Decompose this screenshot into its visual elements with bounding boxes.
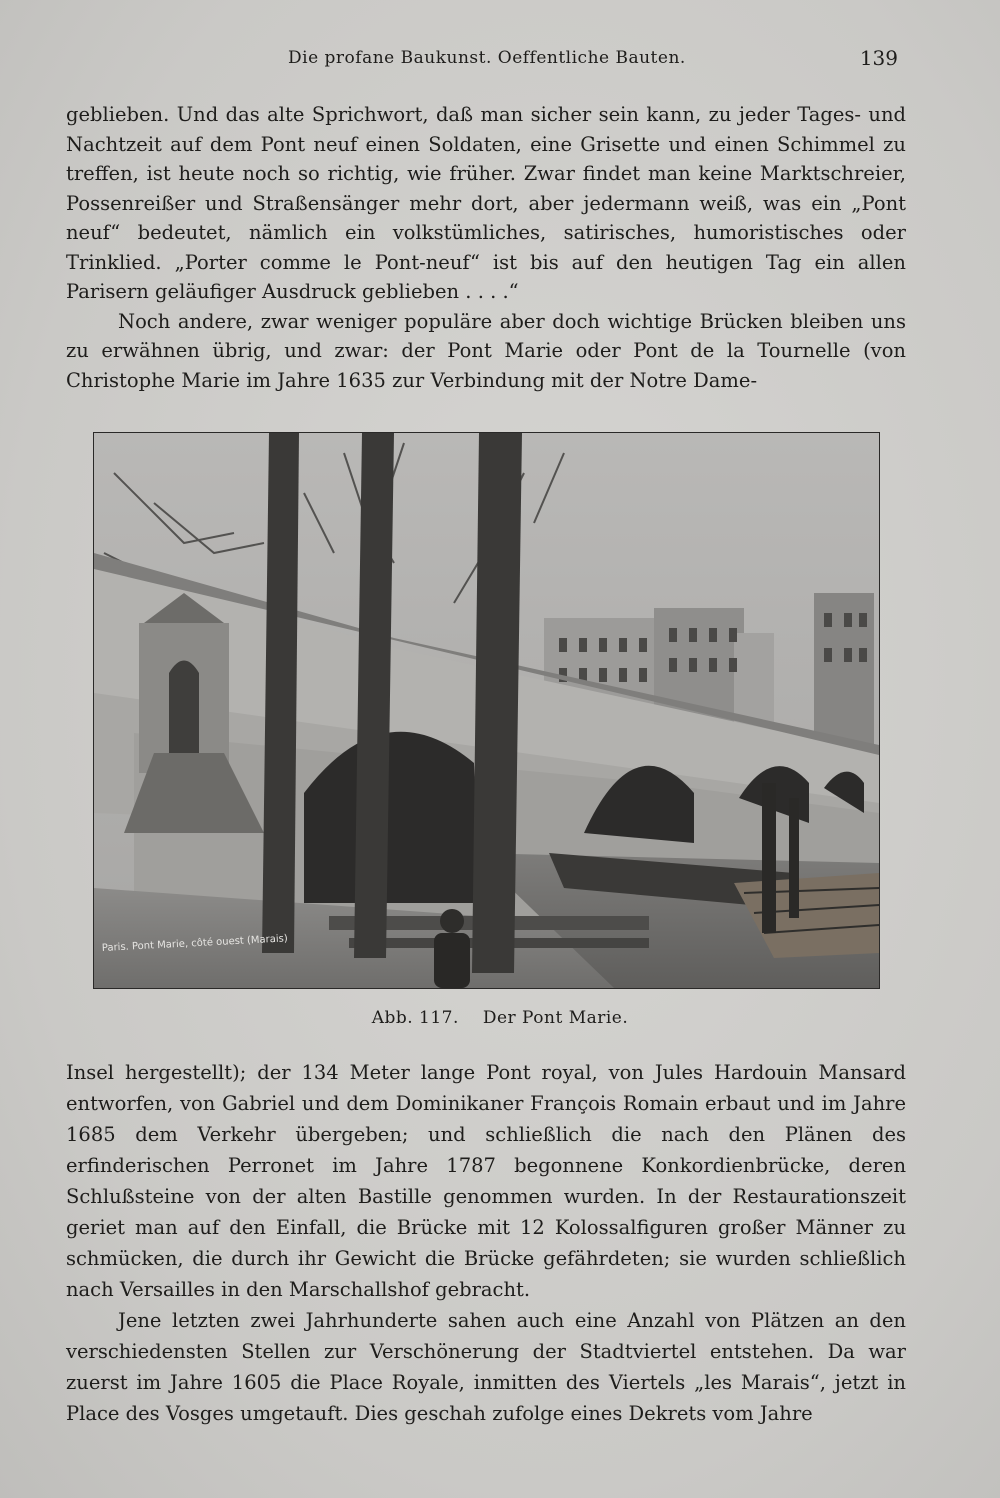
page-number: 139 bbox=[859, 46, 898, 70]
paragraph: Jene letzten zwei Jahrhunderte sahen auch eine Anzahl von Plätzen an den verschiedensten Stellen zur Verschönerung der Stadtviertel entstehen. Da war zuerst im Jahre 1605 die Place Royale, inmitten des Viertels „les Marais“, jetzt in Place des Vosges umgetauft. Dies geschah zufolge eines Dekrets vom Jahre bbox=[66, 1309, 906, 1425]
photo-inscription: Paris. Pont Marie, côté ouest (Marais) bbox=[101, 933, 289, 954]
paragraph: Insel hergestellt); der 134 Meter lange Pont royal, von Jules Hardouin Mansard entworfen, von Gabriel und dem Dominikaner François Romain erbaut und im Jahre 1685 dem Verkehr übergeben; und schließlich die nach den Plänen des erfinderischen Perronet im Jahre 1787 begonnene Konkordienbrücke, deren Schlußsteine von der alten Bastille genommen wurden. In der Restaurationszeit geriet man auf den Einfall, die Brücke mit 12 Kolossalfiguren großer Männer zu schmücken, die durch ihr Gewicht die Brücke gefährdeten; sie wurden schließlich nach Versailles in den Marschallshof gebracht. bbox=[66, 1061, 906, 1301]
paragraph: geblieben. Und das alte Sprichwort, daß man sicher sein kann, zu jeder Tages- und Nachtzeit auf dem Pont neuf einen Soldaten, eine Grisette und einen Schimmel zu treffen, ist heute noch so richtig, wie früher. Zwar findet man keine Marktschreier, Possenreißer und Straßensänger mehr dort, aber jedermann weiß, was ein „Pont neuf“ bedeutet, nämlich ein volkstümliches, satirisches, humoristisches oder Trinklied. „Porter comme le Pont-neuf“ ist bis auf den heutigen Tag ein allen Parisern geläufiger Ausdruck geblieben . . . .“ bbox=[66, 103, 906, 303]
text-block-bottom bbox=[66, 1057, 906, 1429]
running-head bbox=[68, 44, 898, 76]
figure-caption bbox=[0, 1008, 1000, 1028]
bridge-photograph bbox=[93, 432, 880, 989]
paragraph: Noch andere, zwar weniger populäre aber doch wichtige Brücken bleiben uns zu erwähnen übrig, und zwar: der Pont Marie oder Pont de la Tournelle (von Christophe Marie im Jahre 1635 zur Verbindung mit der Notre Dame- bbox=[66, 309, 906, 392]
pont-marie-illustration bbox=[94, 433, 879, 988]
text-block-top bbox=[66, 100, 906, 395]
caption-text: Der Pont Marie. bbox=[482, 1008, 629, 1028]
running-title: Die profane Baukunst. Oeffentliche Bauten. bbox=[288, 48, 686, 68]
caption-number: Abb. 117. bbox=[371, 1008, 459, 1028]
